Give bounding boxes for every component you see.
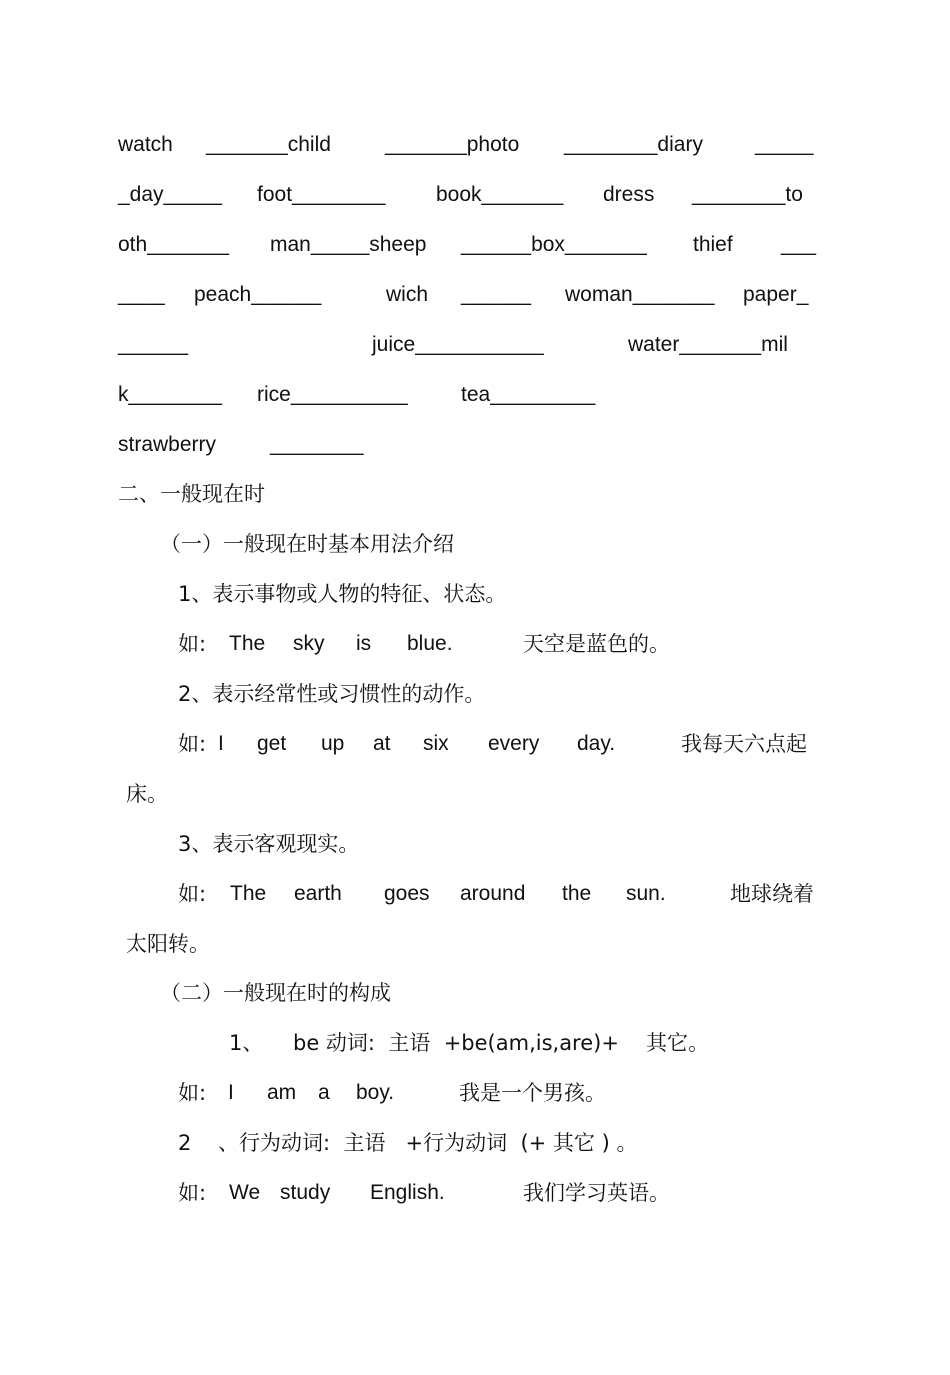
example-word: The — [230, 882, 267, 905]
vocab-line — [118, 381, 596, 409]
vocab-word: rice__________ — [257, 383, 408, 406]
usage-item: 2、表示经常性或习惯性的动作。 — [178, 682, 486, 706]
vocab-word: oth_______ — [118, 233, 229, 256]
vocab-word: watch — [118, 133, 173, 156]
vocab-line — [118, 131, 814, 159]
vocab-word: ________to — [692, 183, 803, 206]
example-translation: 我是一个男孩。 — [459, 1081, 606, 1105]
vocab-word: _day_____ — [118, 183, 222, 206]
example-prefix: 如: — [178, 632, 207, 656]
vocab-line — [118, 281, 809, 309]
vocab-word: ____ — [118, 283, 165, 306]
vocab-word: juice___________ — [372, 333, 544, 356]
example-word: We — [229, 1181, 261, 1204]
vocab-word: _______photo — [385, 133, 520, 156]
example-word: am — [267, 1081, 297, 1104]
vocab-line — [118, 331, 788, 359]
vocab-word: ______box_______ — [461, 233, 647, 256]
vocab-word: ______ — [118, 333, 189, 356]
example-translation: 天空是蓝色的。 — [523, 632, 670, 656]
example-line — [178, 880, 814, 908]
vocab-word: woman_______ — [565, 283, 715, 306]
vocab-word: wich — [386, 283, 429, 306]
rule-tail: 其它。 — [646, 1031, 709, 1055]
construction-rule: 2 、行为动词: 主语 +行为动词 (+ 其它 ) 。 — [178, 1131, 638, 1155]
vocab-word: _____ — [755, 133, 814, 156]
vocab-word: tea_________ — [461, 383, 596, 406]
example-word: around — [460, 882, 526, 905]
example-translation: 我每天六点起 — [681, 732, 807, 756]
vocab-word: strawberry — [118, 433, 217, 456]
rule-number: 1、 — [229, 1031, 264, 1055]
vocab-word: foot________ — [257, 183, 386, 206]
example-word: day. — [577, 732, 616, 755]
example-word: boy. — [356, 1081, 395, 1104]
vocab-line — [118, 431, 364, 459]
example-translation: 我们学习英语。 — [523, 1181, 670, 1205]
construction-rule — [229, 1029, 709, 1057]
example-prefix: 如: — [178, 882, 207, 906]
vocab-line — [118, 181, 803, 209]
example-word: sky — [293, 632, 325, 655]
vocab-word: book_______ — [436, 183, 564, 206]
example-word: sun. — [626, 882, 666, 905]
vocab-word: ________ — [270, 433, 364, 456]
example-line — [178, 730, 807, 758]
example-word: a — [318, 1081, 330, 1104]
subsection-title: （一）一般现在时基本用法介绍 — [160, 532, 454, 556]
example-word: blue. — [407, 632, 453, 655]
example-word: English. — [370, 1181, 445, 1204]
vocab-word: water_______mil — [628, 333, 788, 356]
vocab-line — [118, 231, 817, 259]
example-translation-cont: 床。 — [126, 782, 168, 806]
example-word: every — [488, 732, 540, 755]
example-translation: 地球绕着 — [730, 882, 814, 906]
vocab-word: ___ — [781, 233, 817, 256]
subsection-title: （二）一般现在时的构成 — [160, 981, 391, 1005]
example-word: earth — [294, 882, 342, 905]
section-title: 二、一般现在时 — [118, 482, 265, 506]
example-word: The — [229, 632, 266, 655]
example-line — [178, 1179, 670, 1207]
example-word: at — [373, 732, 391, 755]
example-word: up — [321, 732, 345, 755]
example-prefix: 如: — [178, 1181, 207, 1205]
example-word: goes — [384, 882, 430, 905]
vocab-word: ________diary — [564, 133, 703, 156]
example-prefix: 如: — [178, 732, 207, 756]
example-line — [178, 630, 670, 658]
example-word: study — [280, 1181, 331, 1204]
vocab-word: k________ — [118, 383, 222, 406]
usage-item: 3、表示客观现实。 — [178, 832, 360, 856]
vocab-word: peach______ — [194, 283, 322, 306]
rule-text: be 动词: 主语 +be(am,is,are)+ — [293, 1031, 619, 1055]
vocab-word: man_____sheep — [270, 233, 427, 256]
vocab-word: thief — [693, 233, 733, 256]
vocab-word: ______ — [461, 283, 532, 306]
vocab-word: paper_ — [743, 283, 809, 306]
example-word: I — [218, 732, 224, 755]
example-word: is — [356, 632, 372, 655]
example-translation-cont: 太阳转。 — [126, 932, 210, 956]
example-word: I — [228, 1081, 234, 1104]
usage-item: 1、表示事物或人物的特征、状态。 — [178, 582, 507, 606]
example-prefix: 如: — [178, 1081, 207, 1105]
example-word: the — [562, 882, 592, 905]
vocab-word: dress — [603, 183, 655, 206]
example-word: get — [257, 732, 287, 755]
vocab-word: _______child — [206, 133, 331, 156]
example-line — [178, 1079, 606, 1107]
example-word: six — [423, 732, 449, 755]
